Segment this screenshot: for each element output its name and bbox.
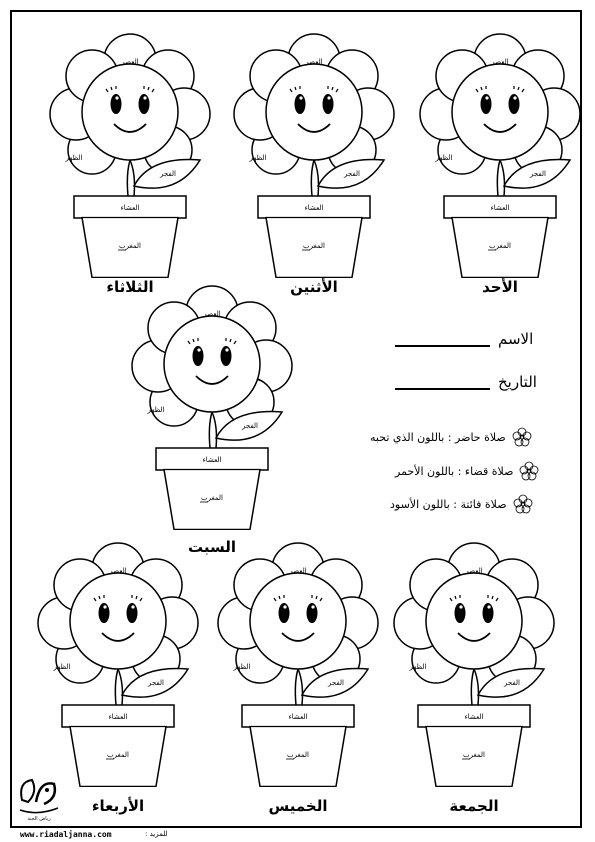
prayer-label-maghrib: المغرب <box>303 242 325 250</box>
date-line[interactable] <box>395 374 490 390</box>
legend-item-makeup <box>395 461 539 481</box>
flower-pot-drawing <box>50 38 210 268</box>
prayer-label-isha: العشاء <box>464 713 484 721</box>
date-field[interactable] <box>395 373 537 391</box>
prayer-label-dhuhr: الظهر <box>65 154 83 162</box>
legend-text: صلاة حاضر : باللون الذي تحبه <box>370 430 506 444</box>
prayer-label-dhuhr: الظهر <box>147 406 165 414</box>
name-field[interactable] <box>395 330 533 348</box>
prayer-label-isha: العشاء <box>288 713 308 721</box>
flower-pot-drawing <box>420 38 580 268</box>
prayer-label-maghrib: المغرب <box>463 751 485 759</box>
day-label-saturday: السبت <box>187 538 237 556</box>
prayer-label-asr: العصر <box>289 567 307 575</box>
prayer-label-isha: العشاء <box>120 204 140 212</box>
prayer-label-fajr: الفجر <box>504 679 520 687</box>
riad-al-janna-logo-icon <box>14 772 64 822</box>
prayer-label-maghrib: المغرب <box>489 242 511 250</box>
day-label-monday: الأثنين <box>290 278 338 296</box>
prayer-label-maghrib: المغرب <box>107 751 129 759</box>
day-label-thursday: الخميس <box>268 797 328 815</box>
prayer-label-dhuhr: الظهر <box>409 663 427 671</box>
flower-wednesday[interactable] <box>38 547 198 777</box>
prayer-label-dhuhr: الظهر <box>435 154 453 162</box>
prayer-label-fajr: الفجر <box>530 170 546 178</box>
flower-pot-drawing <box>234 38 394 268</box>
prayer-label-fajr: الفجر <box>328 679 344 687</box>
prayer-label-fajr: الفجر <box>242 422 258 430</box>
flower-pot-drawing <box>132 290 292 520</box>
prayer-label-dhuhr: الظهر <box>53 663 71 671</box>
flower-thursday[interactable] <box>218 547 378 777</box>
legend-item-missed <box>390 494 533 514</box>
prayer-label-asr: العصر <box>121 58 139 66</box>
day-label-friday: الجمعة <box>449 797 499 815</box>
legend-text: صلاة فائتة : باللون الأسود <box>390 497 507 511</box>
flower-outline-icon <box>519 461 539 481</box>
prayer-label-maghrib: المغرب <box>119 242 141 250</box>
day-label-tuesday: الثلاثاء <box>106 278 154 296</box>
flower-sunday[interactable] <box>420 38 580 268</box>
prayer-label-isha: العشاء <box>490 204 510 212</box>
date-label: التاريخ <box>498 373 537 391</box>
prayer-label-isha: العشاء <box>304 204 324 212</box>
legend-item-present <box>370 427 532 447</box>
prayer-label-asr: العصر <box>465 567 483 575</box>
prayer-label-fajr: الفجر <box>160 170 176 178</box>
prayer-label-dhuhr: الظهر <box>249 154 267 162</box>
prayer-label-dhuhr: الظهر <box>233 663 251 671</box>
day-label-sunday: الأحد <box>482 278 518 296</box>
name-label: الاسم <box>498 330 534 348</box>
flower-monday[interactable] <box>234 38 394 268</box>
flower-pot-drawing <box>38 547 198 777</box>
prayer-label-fajr: الفجر <box>148 679 164 687</box>
prayer-label-maghrib: المغرب <box>287 751 309 759</box>
prayer-label-asr: العصر <box>305 58 323 66</box>
flower-pot-drawing <box>218 547 378 777</box>
prayer-label-asr: العصر <box>109 567 127 575</box>
day-label-wednesday: الأربعاء <box>91 797 145 815</box>
flower-outline-icon <box>512 427 532 447</box>
flower-friday[interactable] <box>394 547 554 777</box>
prayer-label-fajr: الفجر <box>344 170 360 178</box>
prayer-label-maghrib: المغرب <box>201 494 223 502</box>
flower-outline-icon <box>513 494 533 514</box>
svg-text:رياض الجنة: رياض الجنة <box>27 816 51 822</box>
legend-text: صلاة قضاء : باللون الأحمر <box>395 464 514 478</box>
flower-saturday[interactable] <box>132 290 292 520</box>
flower-tuesday[interactable] <box>50 38 210 268</box>
flower-pot-drawing <box>394 547 554 777</box>
prayer-label-asr: العصر <box>203 310 221 318</box>
prayer-label-isha: العشاء <box>108 713 128 721</box>
footer-url[interactable]: www.riadaljanna.com <box>20 830 112 839</box>
name-line[interactable] <box>395 331 490 347</box>
prayer-label-isha: العشاء <box>202 456 222 464</box>
footer-more-label: للمزيد : <box>145 830 168 838</box>
prayer-label-asr: العصر <box>491 58 509 66</box>
